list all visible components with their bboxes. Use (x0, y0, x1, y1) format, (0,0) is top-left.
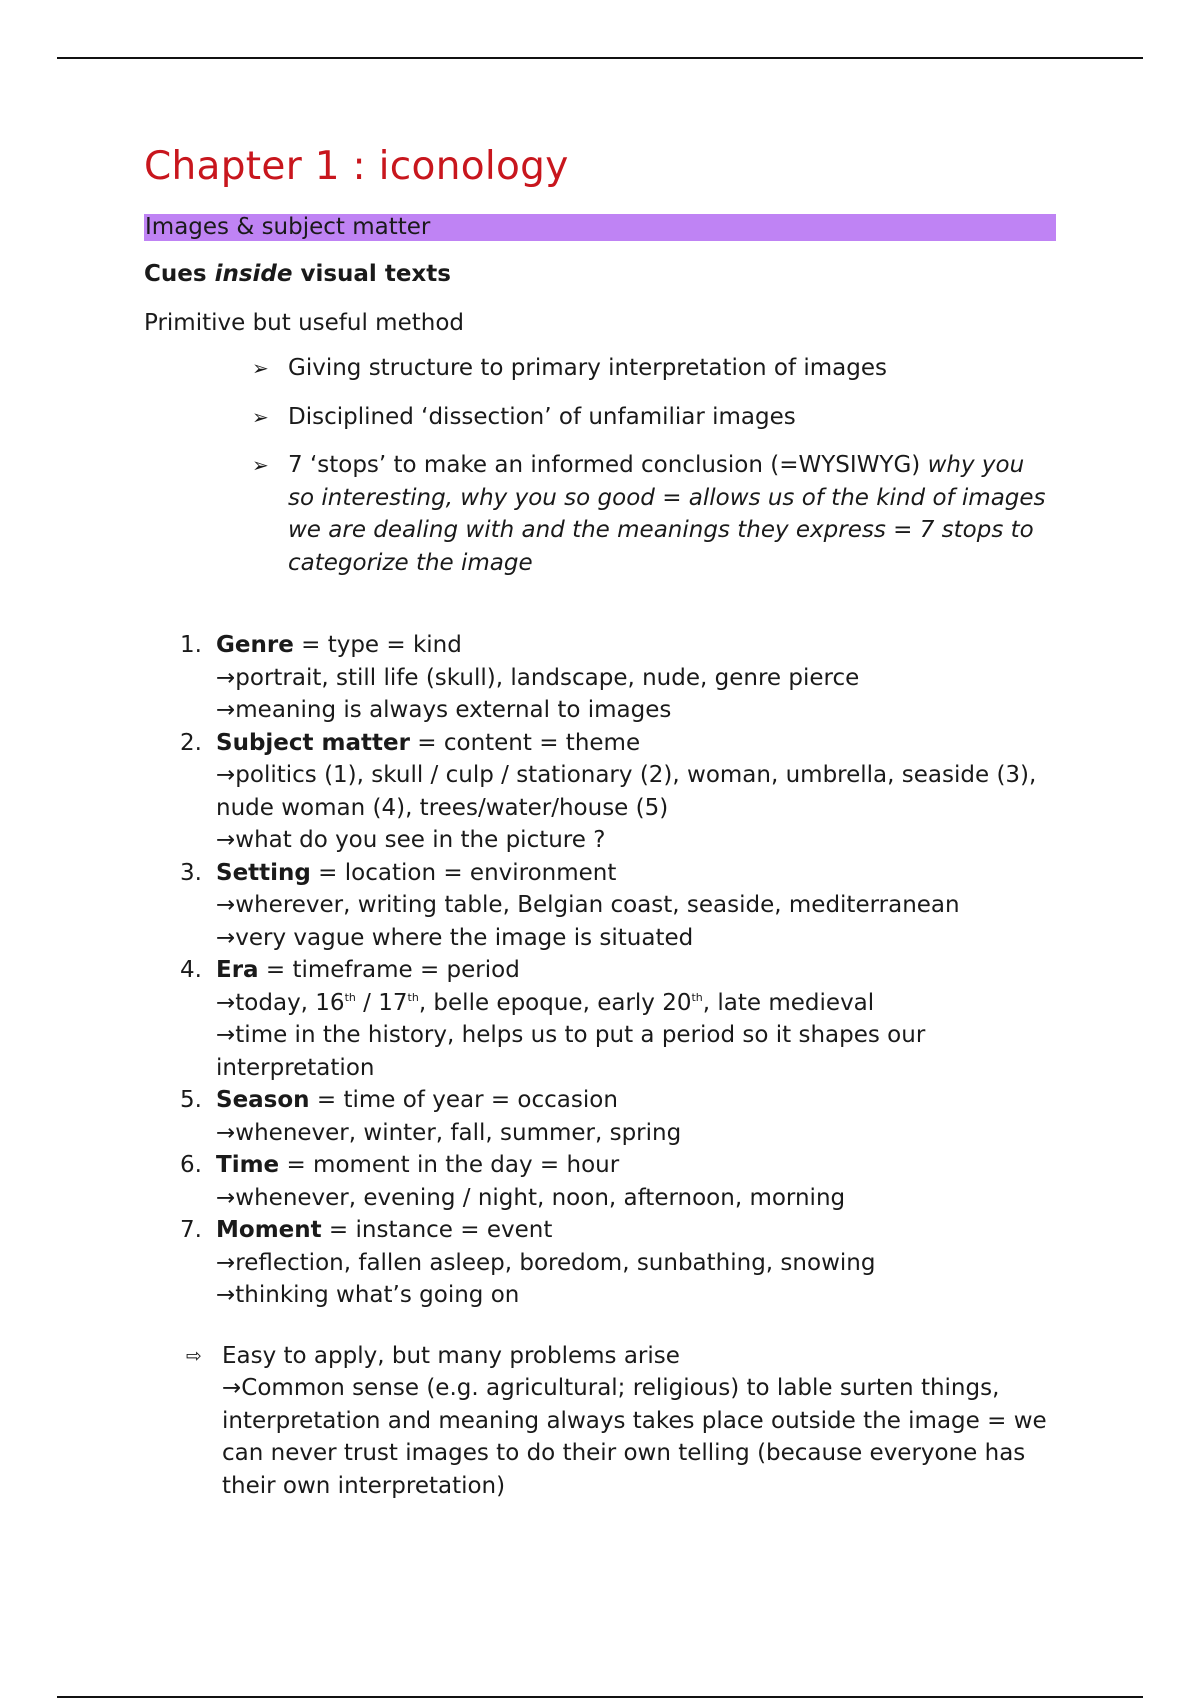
stop-note (216, 889, 1056, 922)
stop-note (216, 1117, 1056, 1150)
stop-definition: = location = environment (310, 859, 617, 886)
stop-item-genre (180, 629, 1056, 727)
right-arrow-icon: → (216, 762, 236, 788)
subheading-end: visual texts (292, 261, 451, 287)
stop-note (216, 1182, 1056, 1215)
stop-definition: = timeframe = period (258, 957, 520, 983)
stop-number: 5. (180, 1087, 202, 1113)
stop-note-text: portrait, still life (skull), landscape, nude, genre pierce (235, 664, 860, 691)
bullet-text: Disciplined ‘dissection’ of unfamiliar images (288, 403, 796, 430)
arrowhead-bullet-icon: ➢ (252, 453, 269, 477)
stop-note (216, 987, 1056, 1020)
right-arrow-icon: → (216, 697, 236, 723)
stop-item-time (180, 1149, 1056, 1214)
stop-definition: = instance = event (321, 1217, 553, 1243)
subheading (144, 257, 1056, 291)
stop-note (216, 1247, 1056, 1280)
stop-heading (216, 857, 1056, 890)
stop-note-text: , belle epoque, early 20 (418, 989, 692, 1016)
stop-number: 1. (180, 632, 202, 658)
conclusion-note (222, 1372, 1056, 1502)
bullet-italic-text: why you so interesting, why you so good = allows us of the kind of images we are dealing with and the meanings they express = 7 stops to categorize the image (288, 452, 1046, 576)
stop-number: 7. (180, 1217, 202, 1243)
top-rule (57, 57, 1143, 59)
stop-definition: = content = theme (409, 729, 641, 756)
right-arrow-icon: → (216, 664, 236, 691)
right-arrow-icon: → (216, 924, 236, 951)
right-arrow-icon: → (222, 1375, 242, 1401)
stop-term: Era (216, 957, 259, 983)
hollow-arrow-bullet-icon: ⇨ (186, 1344, 202, 1367)
bullet-text: Giving structure to primary interpretation of images (288, 355, 887, 381)
arrowhead-bullet-icon: ➢ (252, 404, 269, 429)
right-arrow-icon: → (216, 827, 236, 853)
ordinal-suffix: th (344, 990, 356, 1004)
right-arrow-icon: → (216, 989, 236, 1016)
stop-note-text: time in the history, helps us to put a period so it shapes our interpretation (216, 1022, 926, 1081)
stop-item-era (180, 954, 1056, 1084)
stop-heading (216, 954, 1056, 987)
stop-note (216, 759, 1056, 824)
stop-note (216, 1279, 1056, 1312)
stop-term: Genre (216, 632, 294, 658)
stop-note-text: / 17 (355, 989, 408, 1016)
bottom-rule (57, 1696, 1143, 1698)
bullet-item (252, 449, 1056, 579)
stop-definition: = moment in the day = hour (279, 1152, 620, 1178)
stop-heading (216, 727, 1056, 760)
stop-note (216, 694, 1056, 727)
stop-note-text: reflection, fallen asleep, boredom, sunbathing, snowing (235, 1249, 876, 1276)
stop-heading (216, 1084, 1056, 1117)
right-arrow-icon: → (216, 892, 236, 918)
ordinal-suffix: th (407, 990, 419, 1004)
right-arrow-icon: → (216, 1282, 236, 1308)
subheading-emphasis: inside (214, 261, 293, 287)
conclusion-block (186, 1340, 1056, 1503)
stop-number: 6. (180, 1152, 202, 1178)
stop-note-text: whenever, winter, fall, summer, spring (235, 1119, 682, 1146)
section-heading: Images & subject matter (144, 214, 1056, 241)
chapter-title: Chapter 1 : iconology (144, 144, 569, 189)
stop-note (216, 1019, 1056, 1084)
stop-term: Subject matter (216, 729, 410, 756)
bullet-list (144, 352, 1056, 579)
bullet-item (252, 352, 1056, 385)
stop-note-text: very vague where the image is situated (235, 924, 694, 951)
stop-note (216, 824, 1056, 857)
right-arrow-icon: → (216, 1119, 236, 1146)
conclusion-note-text: Common sense (e.g. agricultural; religious) to lable surten things, interpretation and meaning always takes place outside the image = we can never trust images to do their own telling (because everyone has their own interpretation) (222, 1375, 1047, 1499)
right-arrow-icon: → (216, 1184, 236, 1211)
conclusion-heading: Easy to apply, but many problems arise (222, 1342, 680, 1369)
stop-note-text: , late medieval (702, 989, 875, 1016)
stop-definition: = type = kind (293, 632, 462, 658)
subheading-start: Cues (144, 261, 215, 287)
stop-term: Moment (216, 1217, 322, 1243)
stop-note-text: whenever, evening / night, noon, afternoon, morning (235, 1184, 846, 1211)
document-body (144, 140, 1056, 1502)
stop-number: 3. (180, 859, 202, 886)
stop-definition: = time of year = occasion (309, 1087, 618, 1113)
stop-heading (216, 1214, 1056, 1247)
bullet-item (252, 401, 1056, 434)
stop-note-text: meaning is always external to images (235, 697, 672, 723)
stop-term: Time (216, 1152, 280, 1178)
stop-item-moment (180, 1214, 1056, 1312)
stop-item-setting (180, 857, 1056, 955)
arrowhead-bullet-icon: ➢ (252, 356, 269, 380)
seven-stops-list (144, 629, 1056, 1312)
intro-text: Primitive but useful method (144, 310, 465, 336)
ordinal-suffix: th (691, 990, 703, 1004)
stop-term: Setting (216, 859, 311, 886)
stop-number: 4. (180, 957, 202, 983)
stop-note-text: what do you see in the picture ? (235, 827, 606, 853)
stop-number: 2. (180, 729, 202, 756)
stop-item-subject-matter (180, 727, 1056, 857)
stop-term: Season (216, 1087, 310, 1113)
stop-note (216, 662, 1056, 695)
stop-note-text: thinking what’s going on (235, 1282, 520, 1308)
stop-heading (216, 1149, 1056, 1182)
right-arrow-icon: → (216, 1249, 236, 1276)
stop-note (216, 922, 1056, 955)
bullet-text: 7 ‘stops’ to make an informed conclusion (=WYSIWYG) (288, 452, 928, 478)
stop-note-text: today, 16 (235, 989, 345, 1016)
stop-heading (216, 629, 1056, 662)
stop-note-text: wherever, writing table, Belgian coast, seaside, mediterranean (235, 892, 960, 918)
stop-item-season (180, 1084, 1056, 1149)
right-arrow-icon: → (216, 1022, 236, 1048)
stop-note-text: politics (1), skull / culp / stationary (2), woman, umbrella, seaside (3), nude woman (4), trees/water/house (5) (216, 762, 1037, 821)
